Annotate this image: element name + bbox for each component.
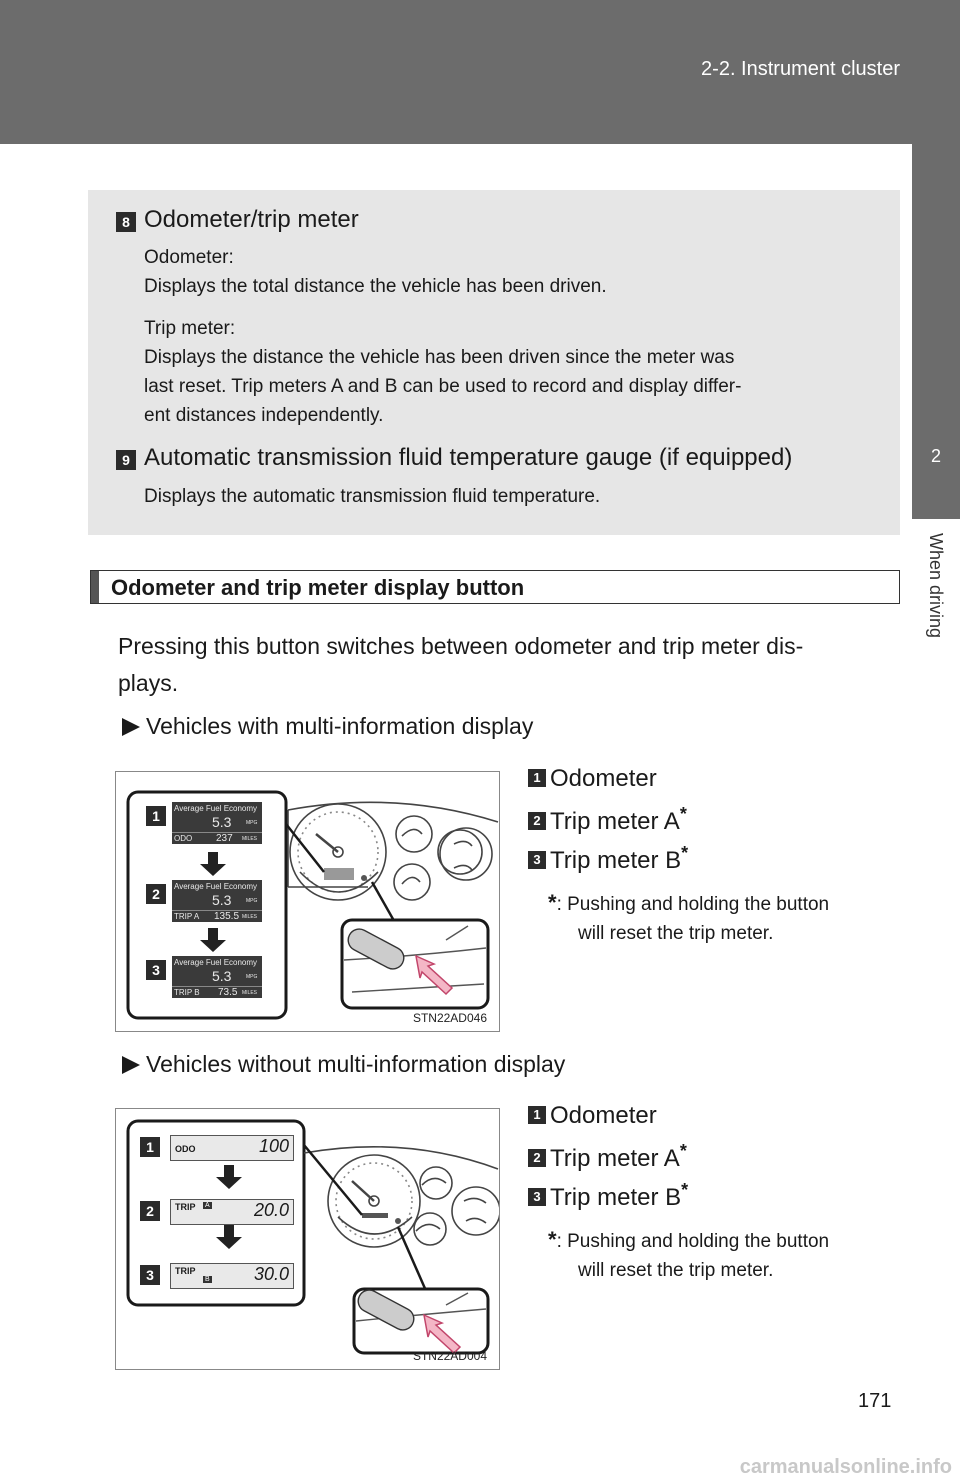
section-heading: Odometer and trip meter display button	[111, 575, 525, 600]
note-without: *: Pushing and holding the button will reset the trip meter.	[548, 1227, 830, 1281]
fig-a-badge-2: 2	[146, 884, 166, 904]
watermark: carmanualsonline.info	[739, 1456, 952, 1478]
info-box	[88, 190, 900, 535]
fig-b-badge-1: 1	[140, 1137, 160, 1157]
section-title: 2-2. Instrument cluster	[701, 58, 900, 80]
section-heading-bar	[90, 570, 900, 604]
triangle-bullet-icon	[122, 1056, 140, 1074]
fig-a-badge-3: 3	[146, 960, 166, 980]
triangle-bullet-icon	[122, 718, 140, 736]
variant-with-heading	[122, 713, 533, 740]
display-trip-a: Average Fuel Economy 5.3 MPG TRIP A 135.5 MILES	[172, 880, 262, 922]
note-with: *: Pushing and holding the button will reset the trip meter.	[548, 890, 830, 944]
item-badge-9: 9	[116, 450, 136, 470]
item-8-title: Odometer/trip meter	[144, 206, 359, 233]
legend-without-1: 1 Odometer	[528, 1102, 657, 1130]
display-trip-b: Average Fuel Economy 5.3 MPG TRIP B 73.5 MILES	[172, 956, 262, 998]
paragraph-line-2: plays.	[118, 670, 179, 696]
page-number: 171	[858, 1390, 892, 1412]
item-9-text: Displays the automatic transmission fluid temperature.	[144, 486, 601, 507]
lcd-odo: ODO 100	[170, 1135, 294, 1161]
display-odo: Average Fuel Economy 5.3 MPG ODO 237 MILES	[172, 802, 262, 844]
fig-b-badge-3: 3	[140, 1265, 160, 1285]
fig-a-badge-1: 1	[146, 806, 166, 826]
trip-meter-text-2: last reset. Trip meters A and B can be used to record and display differ-	[144, 376, 742, 397]
figure-code: STN22AD004	[412, 1349, 487, 1363]
legend-with-3: 3 Trip meter B*	[528, 843, 688, 875]
trip-meter-text-1: Displays the distance the vehicle has been driven since the meter was	[144, 347, 735, 368]
figure-code: STN22AD046	[412, 1011, 487, 1025]
chapter-title-tab	[912, 519, 960, 669]
legend-with-2: 2 Trip meter A*	[528, 804, 687, 836]
variant-without-heading	[122, 1051, 565, 1078]
variant-with-heading-text: Vehicles with multi-information display	[146, 713, 534, 739]
trip-meter-text-3: ent distances independently.	[144, 405, 384, 426]
legend-with-1: 1 Odometer	[528, 765, 657, 793]
figure-with-mid	[115, 771, 500, 1032]
lcd-trip-b: TRIP B 30.0	[170, 1263, 294, 1289]
paragraph-line-1: Pressing this button switches between odometer and trip meter dis-	[118, 633, 804, 659]
fig-b-badge-2: 2	[140, 1201, 160, 1221]
legend-without-2: 2 Trip meter A*	[528, 1141, 687, 1173]
chapter-tab	[912, 144, 960, 519]
odometer-label: Odometer:	[144, 247, 234, 268]
page-header	[0, 0, 960, 144]
item-9-title: Automatic transmission fluid temperature gauge (if equipped)	[144, 444, 793, 471]
item-badge-8: 8	[116, 212, 136, 232]
chapter-number: 2	[930, 446, 941, 466]
figure-without-mid	[115, 1108, 500, 1370]
section-paragraph	[118, 628, 898, 702]
odometer-text: Displays the total distance the vehicle has been driven.	[144, 276, 607, 297]
chapter-title: When driving	[926, 533, 946, 639]
heading-accent	[91, 571, 99, 603]
lcd-trip-a: TRIP A 20.0	[170, 1199, 294, 1225]
trip-meter-label: Trip meter:	[144, 318, 236, 339]
legend-without-3: 3 Trip meter B*	[528, 1180, 688, 1212]
variant-without-heading-text: Vehicles without multi-information display	[146, 1051, 566, 1077]
